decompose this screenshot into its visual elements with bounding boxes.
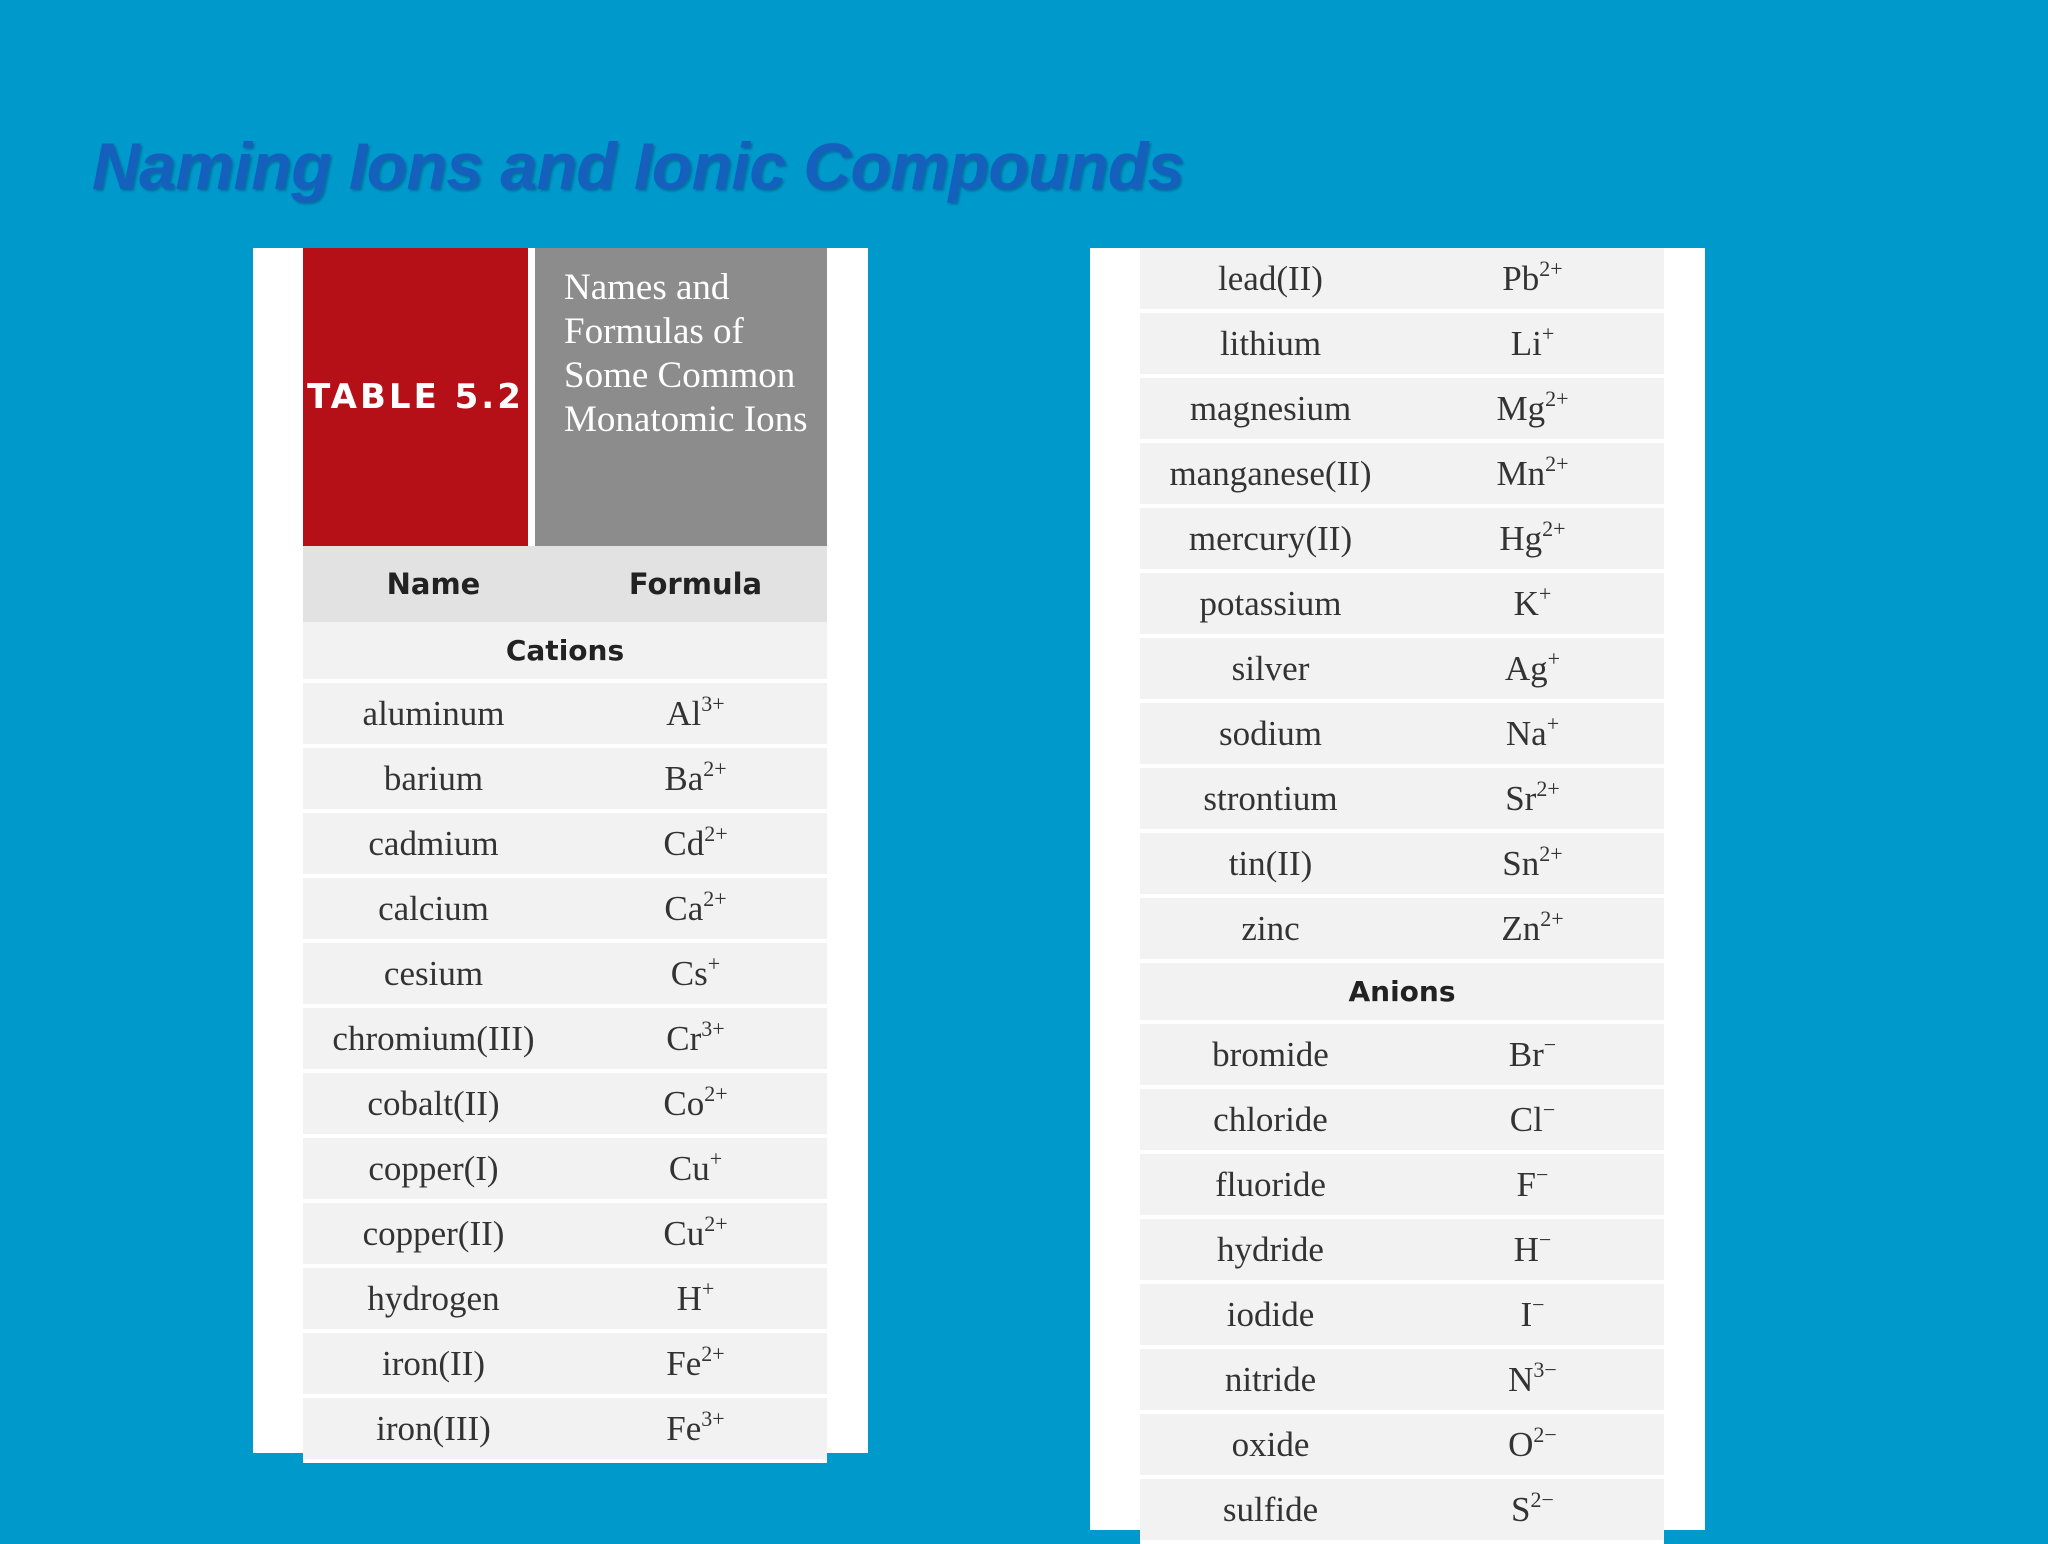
ion-formula: [1401, 905, 1664, 949]
table-row: [1140, 1284, 1664, 1349]
table-row: [1140, 508, 1664, 573]
ion-name: aluminum: [362, 693, 505, 733]
ion-formula: [564, 755, 827, 799]
ion-charge: 2+: [703, 755, 727, 781]
ion-name: calcium: [378, 888, 489, 928]
header-divider: [528, 248, 535, 546]
ion-symbol: H: [676, 1278, 702, 1318]
table-header: [303, 248, 827, 546]
ion-symbol: Hg: [1499, 518, 1543, 558]
table-row: [1140, 1414, 1664, 1479]
table-row: [1140, 443, 1664, 508]
ion-charge: 3+: [701, 690, 725, 716]
ion-charge: 2+: [1542, 515, 1566, 541]
table-row: [1140, 833, 1664, 898]
ion-charge: +: [1541, 320, 1555, 346]
ion-formula: [1401, 710, 1664, 754]
ion-table-right: [1140, 248, 1664, 1544]
ion-formula: [564, 1145, 827, 1189]
ion-name: cobalt(II): [367, 1083, 500, 1123]
table-row: [1140, 1479, 1664, 1544]
ion-name: zinc: [1241, 908, 1300, 948]
slide-title: Naming Ions and Ionic Compounds: [92, 129, 1184, 203]
ion-symbol: Ba: [664, 758, 704, 798]
ion-symbol: I: [1520, 1294, 1533, 1334]
ion-formula: [1401, 1291, 1664, 1335]
table-row: [303, 1333, 827, 1398]
ion-symbol: Mn: [1496, 453, 1546, 493]
ion-symbol: Co: [663, 1083, 705, 1123]
ion-charge: 2+: [704, 1080, 728, 1106]
ion-charge: 3−: [1533, 1356, 1557, 1382]
anion-rows: [1140, 1024, 1664, 1544]
ion-charge: 2+: [1539, 840, 1563, 866]
ion-name: magnesium: [1189, 388, 1352, 428]
table-row: [303, 943, 827, 1008]
ion-name: chromium(III): [332, 1018, 535, 1058]
table-row: [1140, 638, 1664, 703]
ion-charge: 2+: [1536, 775, 1560, 801]
ion-charge: 2+: [704, 820, 728, 846]
ion-formula: [1401, 580, 1664, 624]
ion-charge: +: [709, 1145, 723, 1171]
ion-charge: +: [1546, 710, 1560, 736]
ion-symbol: Ca: [664, 888, 704, 928]
table-row: [1140, 703, 1664, 768]
ion-name: iron(III): [376, 1408, 491, 1448]
ion-symbol: H: [1513, 1229, 1539, 1269]
ion-name: cesium: [383, 953, 484, 993]
table-panel-left: [253, 248, 868, 1453]
ion-charge: 2+: [701, 1340, 725, 1366]
ion-formula: [1401, 515, 1664, 559]
table-panel-right: [1090, 248, 1705, 1530]
ion-charge: 3+: [701, 1015, 725, 1041]
ion-charge: −: [1543, 1031, 1557, 1057]
ion-symbol: O: [1508, 1424, 1534, 1464]
ion-charge: −: [1538, 1226, 1552, 1252]
ion-symbol: Pb: [1502, 258, 1540, 298]
ion-symbol: Al: [666, 693, 702, 733]
table-row: [1140, 313, 1664, 378]
table-row: [1140, 378, 1664, 443]
table-label: TABLE 5.2: [303, 248, 528, 546]
ion-name: mercury(II): [1188, 518, 1353, 558]
ion-symbol: Cu: [663, 1213, 705, 1253]
anions-heading: Anions: [1140, 963, 1664, 1024]
ion-formula: [1401, 1031, 1664, 1075]
ion-formula: [564, 1210, 827, 1254]
ion-formula: [1401, 840, 1664, 884]
ion-charge: +: [707, 950, 721, 976]
ion-formula: [1401, 255, 1664, 299]
ion-charge: +: [1547, 645, 1561, 671]
ion-symbol: Sr: [1505, 778, 1537, 818]
ion-name: copper(I): [368, 1148, 499, 1188]
ion-name: manganese(II): [1169, 453, 1372, 493]
column-header-name: Name: [386, 567, 481, 601]
table-description: Names and Formulas of Some Common Monatomic Ions: [535, 248, 827, 546]
ion-formula: [1401, 1161, 1664, 1205]
table-row: [1140, 1089, 1664, 1154]
ion-symbol: Mg: [1496, 388, 1546, 428]
ion-symbol: Cl: [1509, 1099, 1543, 1139]
cations-heading: Cations: [303, 622, 827, 683]
ion-formula: [564, 690, 827, 734]
ion-name: oxide: [1231, 1424, 1310, 1464]
ion-formula: [564, 1405, 827, 1449]
ion-name: lithium: [1219, 323, 1322, 363]
ion-symbol: N: [1508, 1359, 1534, 1399]
ion-symbol: F: [1516, 1164, 1537, 1204]
ion-charge: −: [1536, 1161, 1549, 1187]
table-row: [303, 1008, 827, 1073]
ion-formula: [564, 820, 827, 864]
table-row: [1140, 1219, 1664, 1284]
ion-name: sulfide: [1222, 1489, 1319, 1529]
ion-name: sodium: [1218, 713, 1323, 753]
ion-name: potassium: [1199, 583, 1342, 623]
ion-charge: 2+: [704, 1210, 728, 1236]
ion-name: barium: [383, 758, 484, 798]
ion-name: hydrogen: [367, 1278, 500, 1318]
cation-rows-left: [303, 683, 827, 1463]
ion-name: lead(II): [1218, 258, 1323, 298]
table-row: [303, 878, 827, 943]
ion-symbol: Sn: [1502, 843, 1540, 883]
ion-formula: [564, 1340, 827, 1384]
ion-charge: 2−: [1530, 1486, 1554, 1512]
cation-rows-right: [1140, 248, 1664, 963]
ion-formula: [1401, 775, 1664, 819]
ion-symbol: Li: [1510, 323, 1542, 363]
ion-charge: −: [1542, 1096, 1556, 1122]
column-header-formula: Formula: [628, 567, 763, 601]
ion-formula: [1401, 1421, 1664, 1465]
ion-symbol: S: [1511, 1489, 1531, 1529]
table-row: [1140, 1154, 1664, 1219]
ion-name: fluoride: [1215, 1164, 1326, 1204]
table-row: [303, 1398, 827, 1463]
table-row: [1140, 1349, 1664, 1414]
ion-name: copper(II): [362, 1213, 505, 1253]
ion-formula: [1401, 645, 1664, 689]
ion-name: tin(II): [1228, 843, 1313, 883]
ion-charge: −: [1532, 1291, 1545, 1317]
ion-symbol: Cr: [666, 1018, 702, 1058]
ion-charge: 2+: [1539, 255, 1563, 281]
ion-name: iron(II): [381, 1343, 485, 1383]
ion-charge: 2−: [1533, 1421, 1557, 1447]
ion-formula: [1401, 385, 1664, 429]
ion-charge: 2+: [703, 885, 727, 911]
ion-formula: [564, 1275, 827, 1319]
ion-name: hydride: [1217, 1229, 1324, 1269]
table-row: [1140, 898, 1664, 963]
ion-charge: 2+: [1540, 905, 1564, 931]
ion-name: iodide: [1226, 1294, 1315, 1334]
ion-formula: [1401, 1226, 1664, 1270]
ion-charge: +: [1538, 580, 1552, 606]
ion-symbol: Cs: [670, 953, 708, 993]
table-row: [303, 1138, 827, 1203]
ion-name: chloride: [1213, 1099, 1328, 1139]
ion-symbol: Br: [1508, 1034, 1544, 1074]
table-row: [303, 1073, 827, 1138]
ion-symbol: Cu: [668, 1148, 710, 1188]
ion-charge: 2+: [1545, 450, 1569, 476]
table-row: [1140, 573, 1664, 638]
ion-formula: [1401, 1486, 1664, 1530]
ion-formula: [1401, 450, 1664, 494]
table-row: [1140, 248, 1664, 313]
ion-charge: +: [701, 1275, 715, 1301]
ion-formula: [1401, 1096, 1664, 1140]
table-row: [303, 813, 827, 878]
ion-charge: 2+: [1545, 385, 1569, 411]
table-row: [1140, 768, 1664, 833]
ion-charge: 3+: [701, 1405, 725, 1431]
ion-formula: [564, 1015, 827, 1059]
ion-name: strontium: [1203, 778, 1338, 818]
ion-symbol: Zn: [1501, 908, 1541, 948]
ion-symbol: Fe: [666, 1408, 702, 1448]
ion-symbol: Fe: [666, 1343, 702, 1383]
ion-name: cadmium: [368, 823, 499, 863]
table-row: [303, 1268, 827, 1333]
ion-symbol: Cd: [663, 823, 705, 863]
ion-formula: [1401, 320, 1664, 364]
ion-formula: [1401, 1356, 1664, 1400]
table-row: [303, 683, 827, 748]
ion-name: silver: [1231, 648, 1310, 688]
ion-name: nitride: [1224, 1359, 1317, 1399]
ion-table-left: [303, 248, 827, 1463]
table-row: [303, 1203, 827, 1268]
table-row: [303, 748, 827, 813]
ion-formula: [564, 950, 827, 994]
ion-formula: [564, 885, 827, 929]
ion-symbol: K: [1513, 583, 1539, 623]
ion-formula: [564, 1080, 827, 1124]
table-row: [1140, 1024, 1664, 1089]
ion-symbol: Na: [1505, 713, 1547, 753]
column-headers: [303, 546, 827, 622]
ion-name: bromide: [1212, 1034, 1329, 1074]
ion-symbol: Ag: [1504, 648, 1548, 688]
